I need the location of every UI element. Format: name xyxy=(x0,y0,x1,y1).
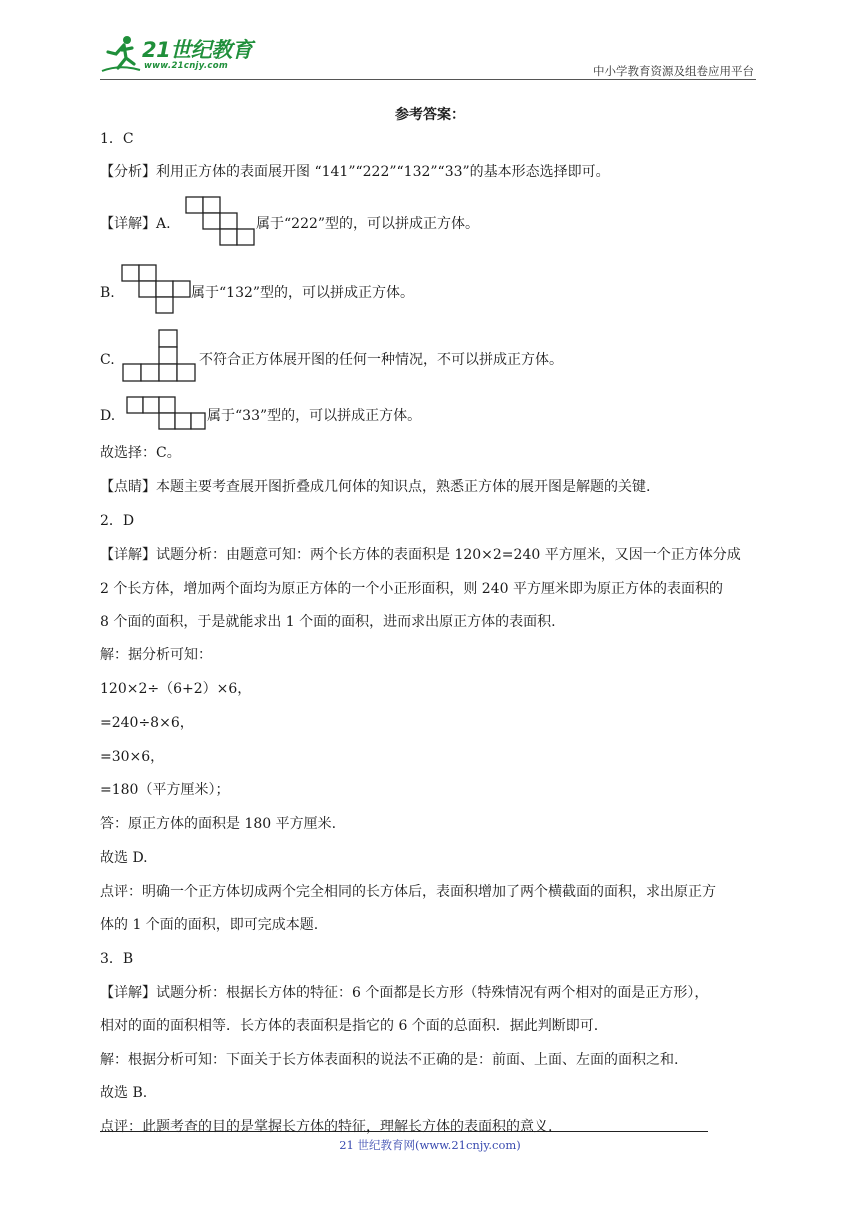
net-d-33-diagram xyxy=(126,396,206,430)
page-header xyxy=(100,30,756,80)
detail-text-c: 不符合正方体展开图的任何一种情况，不可以拼成正方体。 xyxy=(199,352,563,368)
detail-2-line-2: 2 个长方体，增加两个面均为原正方体的一个小正形面积，则 240 平方厘米即为原正方体的表面积的 xyxy=(100,581,723,597)
platform-name: 中小学教育资源及组卷应用平台 xyxy=(593,64,754,78)
detail-text-a: 属于“222”型的，可以拼成正方体。 xyxy=(256,216,480,232)
logo xyxy=(100,34,260,74)
net-a-222-diagram xyxy=(185,196,255,248)
net-c-invalid-diagram xyxy=(122,329,196,383)
solution-2-step-2: =240÷8×6， xyxy=(100,715,194,731)
solution-3: 解：根据分析可知：下面关于长方体表面积的说法不正确的是：前面、上面、左面的面积之和. xyxy=(100,1052,679,1068)
comment-1: 【点睛】本题主要考查展开图折叠成几何体的知识点，熟悉正方体的展开图是解题的关键. xyxy=(100,479,651,495)
answer-3: 3．B xyxy=(100,951,134,967)
conclusion-2: 故选 D. xyxy=(100,850,148,866)
solution-2-intro: 解：据分析可知： xyxy=(100,647,212,663)
conclusion-1: 故选择：C。 xyxy=(100,445,181,461)
solution-2-step-4: =180（平方厘米）； xyxy=(100,782,230,798)
comment-2-line-2: 体的 1 个面的面积，即可完成本题. xyxy=(100,917,319,933)
detail-label-b: B. xyxy=(100,285,115,301)
answer-1: 1．C xyxy=(100,131,134,147)
page-footer: 21 世纪教育网(www.21cnjy.com) xyxy=(339,1138,521,1152)
page-title: 参考答案： xyxy=(395,107,465,123)
detail-3-line-2: 相对的面的面积相等．长方体的表面积是指它的 6 个面的总面积．据此判断即可. xyxy=(100,1018,599,1034)
comment-3: 点评：此题考查的目的是掌握长方体的特征，理解长方体的表面积的意义. xyxy=(100,1119,553,1135)
runner-icon xyxy=(100,34,144,74)
logo-url: www.21cnjy.com xyxy=(144,61,228,71)
analysis-1: 【分析】利用正方体的表面展开图 “141”“222”“132”“33”的基本形态选择即可。 xyxy=(100,164,610,180)
detail-text-b: 属于“132”型的，可以拼成正方体。 xyxy=(191,285,415,301)
solution-2-step-1: 120×2÷（6+2）×6， xyxy=(100,681,252,697)
footer-divider xyxy=(100,1131,708,1132)
conclusion-3: 故选 B. xyxy=(100,1085,148,1101)
detail-2-line-3: 8 个面的面积，于是就能求出 1 个面的面积，进而求出原正方体的表面积. xyxy=(100,614,556,630)
answer-2-statement: 答：原正方体的面积是 180 平方厘米. xyxy=(100,816,337,832)
detail-2-line-1: 【详解】试题分析：由题意可知：两个长方体的表面积是 120×2=240 平方厘米，又因一个正方体分成 xyxy=(100,547,741,563)
detail-label-c: C. xyxy=(100,352,115,368)
net-b-132-diagram xyxy=(121,264,191,316)
comment-2-line-1: 点评：明确一个正方体切成两个完全相同的长方体后，表面积增加了两个横截面的面积，求出原正方 xyxy=(100,884,716,900)
answer-2: 2．D xyxy=(100,513,135,529)
solution-2-step-3: =30×6， xyxy=(100,749,165,765)
header-divider xyxy=(100,79,756,80)
logo-text: 21世纪教育 xyxy=(142,38,253,62)
detail-text-d: 属于“33”型的，可以拼成正方体。 xyxy=(207,408,422,424)
detail-3-line-1: 【详解】试题分析：根据长方体的特征：6 个面都是长方形（特殊情况有两个相对的面是正方形）， xyxy=(100,985,709,1001)
detail-label-d: D. xyxy=(100,408,116,424)
detail-label-a: 【详解】A. xyxy=(100,216,171,232)
